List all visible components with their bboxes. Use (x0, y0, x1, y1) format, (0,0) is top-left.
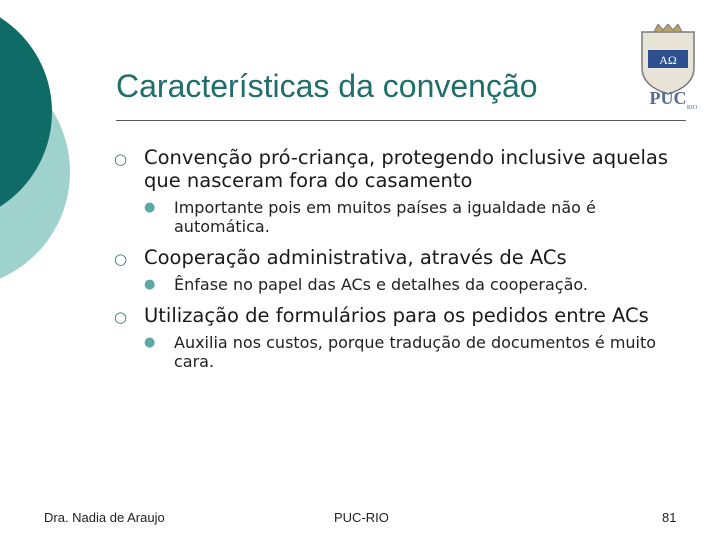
sub-bullet-1 (112, 198, 692, 236)
sub-bullet-2 (112, 275, 692, 294)
slide-title: Características da convenção (116, 68, 538, 104)
logo-puc-text: PUC (649, 88, 687, 108)
bullet-1 (112, 146, 692, 192)
sub-bullet-text: Importante pois em muitos países a igualdade não é automática. (174, 198, 596, 236)
hollow-circle-bullet-icon: ○ (114, 308, 128, 326)
footer-author: Dra. Nadia de Araujo (44, 510, 165, 525)
shield-text: AΩ (659, 53, 677, 67)
filled-circle-bullet-icon: ● (144, 277, 156, 292)
filled-circle-bullet-icon: ● (144, 335, 156, 350)
crown-icon (654, 24, 682, 32)
bullet-text: Convenção pró-criança, protegendo inclusive aquelas que nasceram fora do casamento (144, 146, 669, 192)
title-divider (116, 120, 686, 121)
hollow-circle-bullet-icon: ○ (114, 250, 128, 268)
bullet-2 (112, 246, 692, 269)
sub-bullet-text: Ênfase no papel das ACs e detalhes da cooperação. (174, 275, 588, 294)
decorative-circles (0, 0, 120, 300)
hollow-circle-bullet-icon: ○ (114, 150, 128, 168)
bullet-text: Utilização de formulários para os pedidos entre ACs (144, 304, 649, 327)
sub-bullet-3 (112, 333, 692, 371)
page-number: 81 (662, 510, 677, 525)
footer-center: PUC-RIO (334, 510, 389, 525)
bullet-3 (112, 304, 692, 327)
sub-bullet-text: Auxilia nos custos, porque tradução de documentos é muito cara. (174, 333, 657, 371)
puc-rio-logo (632, 24, 704, 110)
slide-content (112, 146, 692, 381)
logo-rio-text: RIO (686, 105, 698, 110)
filled-circle-bullet-icon: ● (144, 200, 156, 215)
bullet-text: Cooperação administrativa, através de ACs (144, 246, 567, 269)
